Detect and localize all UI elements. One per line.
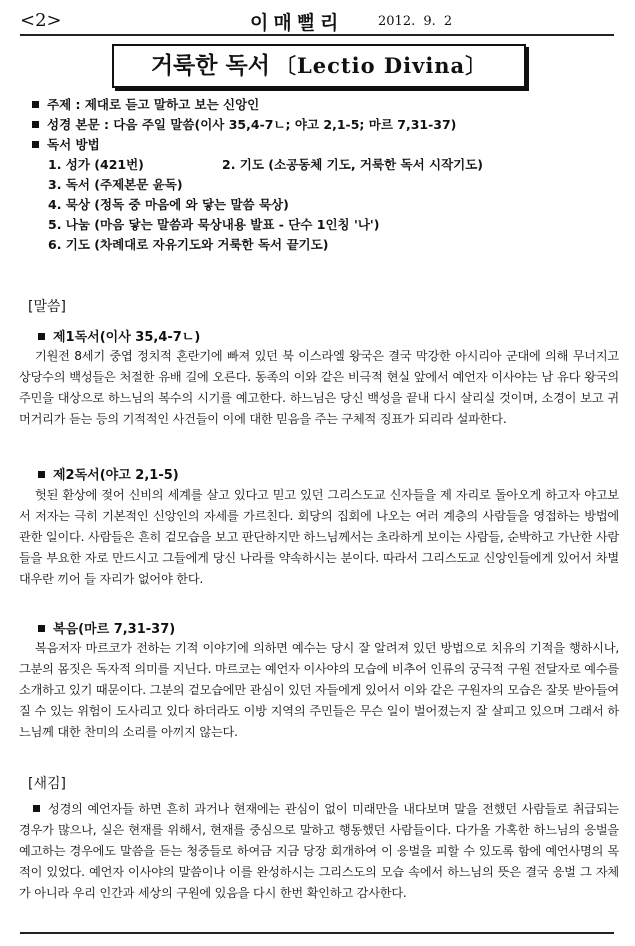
method-step: 1. 성가 (421번) xyxy=(48,157,144,172)
square-bullet-icon xyxy=(32,101,39,108)
page-number: <2> xyxy=(20,10,62,31)
theme-line xyxy=(32,95,456,115)
title-latin: 〔Lectio Divina〕 xyxy=(275,53,488,78)
footer-divider xyxy=(20,932,614,934)
scripture-text: 성경 본문 : 다음 주일 말씀(이사 35,4-7ㄴ; 야고 2,1-5; 마르 7,31-37) xyxy=(47,117,457,132)
method-step: 4. 묵상 (정독 중 마음에 와 닿는 말씀 묵상) xyxy=(48,197,289,212)
method-step: 5. 나눔 (마음 닿는 말씀과 묵상내용 발표 - 단수 1인칭 '나') xyxy=(48,217,380,232)
square-bullet-icon xyxy=(38,333,45,340)
square-bullet-icon xyxy=(33,805,40,812)
method-step-row xyxy=(32,155,484,175)
word-section-title: [말씀] xyxy=(28,299,66,315)
square-bullet-icon xyxy=(32,121,39,128)
title-korean: 거룩한 독서 xyxy=(150,53,270,79)
reflection-section-title: [새김] xyxy=(28,776,66,792)
square-bullet-icon xyxy=(38,471,45,478)
reading-1-heading: 제1독서(이사 35,4-7ㄴ) xyxy=(38,326,200,345)
issue-date: 2012. 9. 2 xyxy=(378,14,453,29)
page-header xyxy=(20,8,615,34)
reading-2-heading: 제2독서(야고 2,1-5) xyxy=(38,464,179,483)
reading-1-text: 기원전 8세기 중엽 정치적 혼란기에 빠져 있던 북 이스라엘 왕국은 결국 막강한 아시리아 군대에 의해 무너지고 상당수의 백성들은 처절한 유배 길에 오른다. 동족의 이와 같은 비극적 현실 앞에서 예언자 이사야는 남 유다 왕국의 주민을 대상으로 하느님의 복수의 시기를 예고한다. 하느님은 당신 백성을 끝내 다시 살리실 것이며, 소경이 보고 귀머거리가 듣는 등의 기적적인 사건들이 이에 대한 믿음을 주는 구체적 징표가 되리라 설파한다. xyxy=(19,349,619,426)
method-step: 3. 독서 (주제본문 윤독) xyxy=(48,177,183,192)
session-info xyxy=(32,95,484,255)
method-line xyxy=(32,135,456,155)
square-bullet-icon xyxy=(38,625,45,632)
scripture-line xyxy=(32,115,456,135)
gospel-heading: 복음(마르 7,31-37) xyxy=(38,618,175,637)
publication-name: 이매뻘리 xyxy=(250,12,344,34)
gospel-text: 복음저자 마르코가 전하는 기적 이야기에 의하면 예수는 당시 잘 알려져 있던 방법으로 치유의 기적을 행하시나, 그분의 몸짓은 독자적 의미를 지닌다. 마르코는 예언자 이사야의 모습에 비추어 인류의 궁극적 구원 전달자로 예수를 소개하고 있기 때문이다. 그분의 겉모습에만 관심이 있던 자들에게 있어서 이와 같은 구원자의 모습은 잘못 받아들여질 수 있는 위험이 도사리고 있다 하더라도 이방 지역의 주민들은 무슨 일이 벌어졌는지 잘 살피고 있으며 그래서 하느님께 대한 찬미의 소리를 아끼지 않는다. xyxy=(19,641,619,739)
theme-text: 주제 : 제대로 듣고 말하고 보는 신앙인 xyxy=(47,97,260,112)
document-title xyxy=(112,44,526,88)
square-bullet-icon xyxy=(32,141,39,148)
method-label: 독서 방법 xyxy=(47,137,100,152)
method-step: 2. 기도 (소공동체 기도, 거룩한 독서 시작기도) xyxy=(222,157,484,172)
reflection-text: 성경의 예언자들 하면 흔히 과거나 현재에는 관심이 없이 미래만을 내다보며 말을 전했던 사람들로 취급되는 경우가 많으나, 실은 현재를 위해서, 현재를 중심으로 말하고 행동했던 사람들이다. 다가올 가혹한 하느님의 응벌을 예고하는 경우에도 말씀을 듣는 청중들로 하여금 지금 당장 회개하여 이 응벌을 피할 수 있도록 함에 예언사명의 목적이 있었다. 예언자 이사야의 말씀이나 이를 완성하시는 그리스도의 모습 속에서 하느님의 뜻은 결국 응벌 그 자체가 아니라 우리 인간과 세상의 구원에 있음을 다시 한번 확인하고 감사한다. xyxy=(19,802,619,900)
reading-2-text: 헛된 환상에 젖어 신비의 세계를 살고 있다고 믿고 있던 그리스도교 신자들을 제 자리로 돌아오게 하고자 야고보서 저자는 극히 기본적인 신앙인의 자세를 가르친다. 회당의 집회에 나오는 여러 계층의 사람들을 영접하는 방법에 관한 일이다. 사람들은 흔히 겉모습을 보고 판단하지만 하느님께서는 초라하게 보이는 사람들, 순박하고 가난한 사람들을 부요한 자로 만드시고 그들에게 당신 나라를 약속하시는 분이다. 따라서 그리스도교 신앙인들에게 있어서 차별 대우란 끼어 들 자리가 없어야 한다. xyxy=(19,488,619,586)
header-divider xyxy=(20,34,614,36)
method-step: 6. 기도 (차례대로 자유기도와 거룩한 독서 끝기도) xyxy=(48,237,329,252)
